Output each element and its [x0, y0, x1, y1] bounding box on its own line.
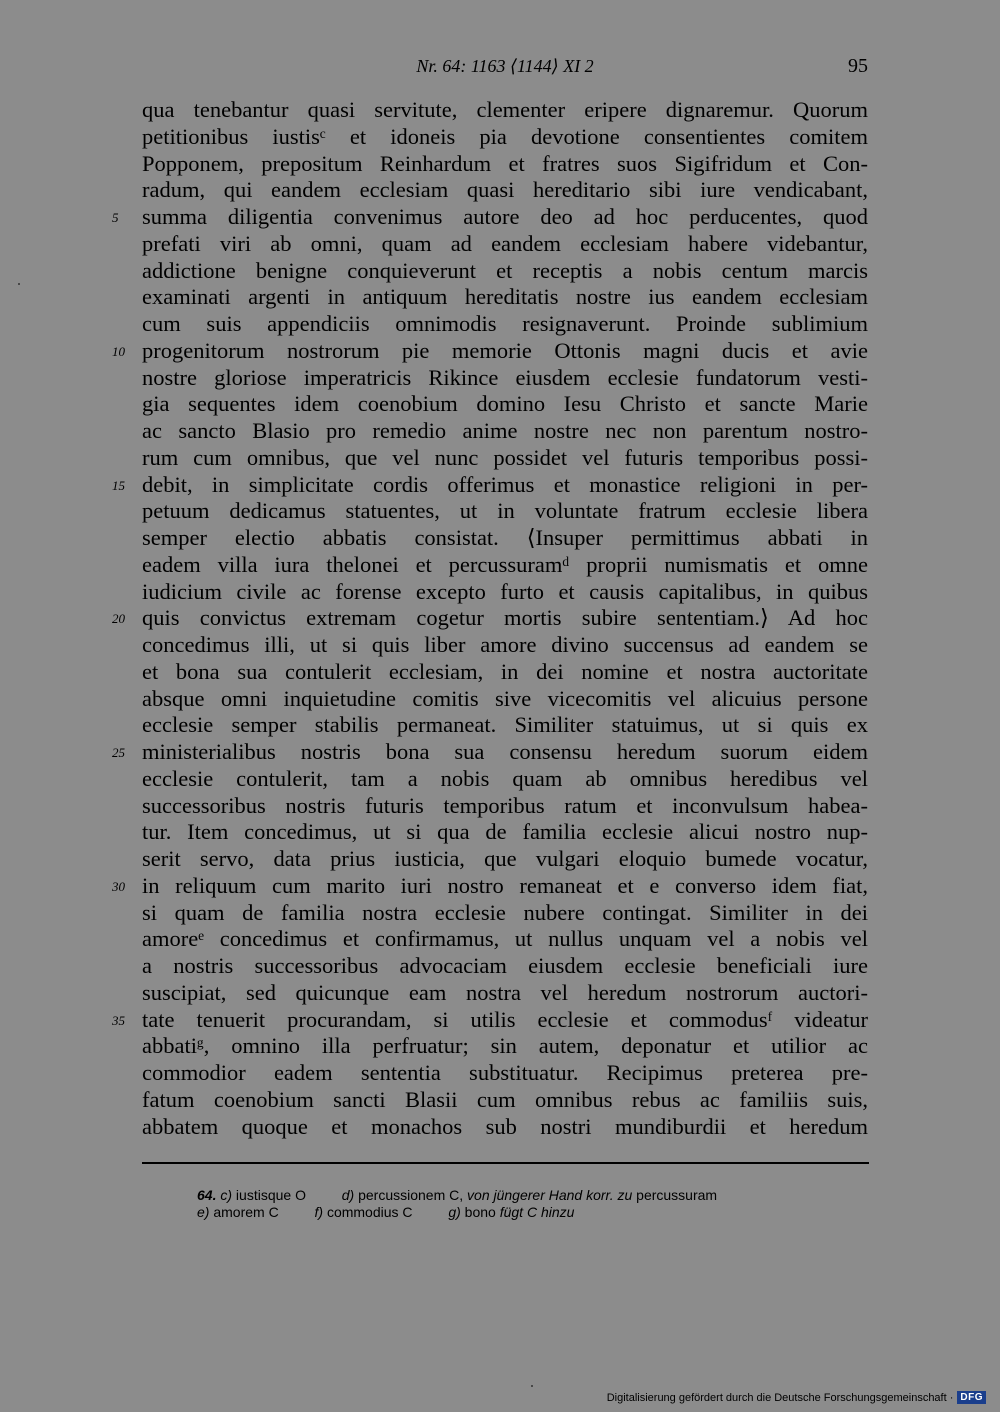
footnote-d	[342, 1187, 717, 1204]
line-text: debit, in simplicitate cordis offerimus et monastice religioni in per-	[142, 471, 868, 497]
footnote-mark: c)	[220, 1187, 233, 1203]
footnote-text: commodius C	[326, 1204, 413, 1220]
text-line	[142, 151, 868, 178]
text-line	[142, 980, 868, 1007]
footnote-line	[197, 1187, 869, 1204]
line-text: rum cum omnibus, que vel nunc possidet vel futuris temporibus possi-	[142, 444, 868, 470]
text-line	[142, 1033, 868, 1060]
line-text: successoribus nostris futuris temporibus ratum et inconvulsum habea-	[142, 792, 868, 818]
line-text: ac sancto Blasio pro remedio anime nostre nec non parentum nostro-	[142, 418, 868, 443]
text-line	[142, 793, 868, 820]
footnote-text: amorem C	[213, 1204, 279, 1220]
text-line	[142, 365, 868, 392]
text-line	[142, 552, 868, 579]
text-line	[142, 686, 868, 713]
text-line	[142, 846, 868, 873]
footnote-c	[220, 1187, 306, 1204]
footnote-note: fügt C hinzu	[499, 1204, 575, 1220]
page-header	[142, 52, 868, 82]
footnote-mark: f)	[314, 1204, 324, 1220]
text-line	[142, 926, 868, 953]
text-line	[142, 445, 868, 472]
line-number: 30	[112, 878, 125, 894]
line-text: gia sequentes idem coenobium domino Iesu Christo et sancte Marie	[142, 391, 868, 417]
line-text: a nostris successoribus advocaciam eiusdem ecclesie beneficiali iure	[142, 953, 868, 978]
line-text: qua tenebantur quasi servitute, clementer eripere dignaremur. Quorum	[142, 97, 868, 122]
text-line	[142, 97, 868, 124]
line-text: addictione benigne conquieverunt et receptis a nobis centum marcis	[142, 257, 868, 283]
text-line	[112, 471, 868, 499]
line-text: amoreᵉ concedimus et confirmamus, ut nullus unquam vel a nobis vel	[142, 926, 868, 952]
text-line	[142, 953, 868, 980]
edition-text	[112, 97, 868, 1140]
line-text: tate tenuerit procurandam, si utilis ecclesie et commodusᶠ videatur	[142, 1006, 868, 1032]
footnote-doc-number: 64.	[197, 1187, 217, 1203]
text-line	[142, 418, 868, 445]
footnote-mark: g)	[448, 1204, 461, 1220]
running-head: Nr. 64: 1163 ⟨1144⟩ XI 2	[416, 56, 594, 76]
text-line	[142, 231, 868, 258]
line-text: summa diligentia convenimus autore deo ad hoc perducentes, quod	[142, 204, 868, 229]
line-text: ecclesie contulerit, tam a nobis quam ab omnibus heredibus vel	[142, 765, 868, 791]
line-number: 25	[112, 745, 125, 760]
text-line	[142, 1060, 868, 1087]
text-line	[142, 579, 868, 606]
line-text: absque omni inquietudine comitis sive vicecomitis vel alicuius persone	[142, 685, 868, 711]
footnote-f	[314, 1204, 412, 1221]
line-text: progenitorum nostrorum pie memorie Ottonis magni ducis et avie	[142, 337, 868, 363]
text-line	[142, 525, 868, 552]
text-line	[112, 605, 868, 632]
line-text: radum, qui eandem ecclesiam quasi hereditario sibi iure vendicabant,	[142, 177, 868, 203]
line-text: eadem villa iura thelonei et percussuramᵈ proprii numismatis et omne	[142, 551, 868, 577]
footnote-mark: d)	[341, 1187, 355, 1203]
line-text: examinati argenti in antiquum hereditatis nostre ius eandem ecclesiam	[142, 284, 868, 310]
scan-speck	[531, 1385, 533, 1387]
line-text: fatum coenobium sancti Blasii cum omnibus rebus ac familiis suis,	[142, 1086, 868, 1112]
line-text: serit servo, data prius iusticia, que vulgari eloquio bumede vocatur,	[142, 846, 868, 871]
text-line	[112, 1006, 868, 1034]
line-text: in reliquum cum marito iuri nostro remaneat et e converso idem fiat,	[142, 872, 868, 898]
text-line	[142, 311, 868, 338]
text-line	[142, 124, 868, 151]
line-text: suscipiat, sed quicunque eam nostra vel heredum nostrorum auctori-	[142, 979, 868, 1005]
line-text: cum suis appendiciis omnimodis resignaverunt. Proinde sublimium	[142, 311, 868, 336]
text-line	[112, 204, 868, 231]
text-line	[142, 900, 868, 927]
footnote-g	[448, 1204, 574, 1221]
line-text: et bona sua contulerit ecclesiam, in dei nomine et nostra auctoritate	[142, 658, 868, 684]
text-line	[142, 177, 868, 204]
line-number: 20	[112, 611, 125, 627]
text-line	[112, 872, 868, 900]
text-line	[142, 498, 868, 525]
footnote-mark: e)	[197, 1204, 210, 1220]
text-line	[142, 258, 868, 285]
footnote-text: bono	[464, 1204, 496, 1220]
line-text: prefati viri ab omni, quam ad eandem ecclesiam habere videbantur,	[142, 230, 868, 256]
line-text: abbatiᵍ, omnino illa perfruatur; sin autem, deponatur et utilior ac	[142, 1033, 868, 1059]
line-text: tur. Item concedimus, ut si qua de familia ecclesie alicui nostro nup-	[142, 819, 868, 845]
text-line	[142, 712, 868, 739]
footnote-e	[197, 1204, 279, 1221]
line-text: si quam de familia nostra ecclesie nubere contingat. Similiter in dei	[142, 899, 868, 925]
footnote-text: iustisque O	[235, 1187, 306, 1203]
line-number: 15	[112, 477, 125, 493]
line-text: Popponem, prepositum Reinhardum et fratres suos Sigifridum et Con-	[142, 150, 868, 176]
text-line	[142, 659, 868, 686]
line-text: petitionibus iustisᶜ et idoneis pia devotione consentientes comitem	[142, 123, 868, 149]
line-text: ecclesie semper stabilis permaneat. Similiter statuimus, ut si quis ex	[142, 712, 868, 738]
footnotes	[197, 1187, 869, 1221]
line-text: commodior eadem sententia substituatur. Recipimus preterea pre-	[142, 1060, 868, 1085]
footnote-line	[197, 1204, 869, 1221]
footnote-divider	[142, 1162, 869, 1164]
line-text: iudicium civile ac forense excepto furto et causis capitalibus, in quibus	[142, 578, 868, 604]
text-line	[142, 391, 868, 418]
text-line	[142, 819, 868, 846]
text-line	[142, 632, 868, 659]
line-text: semper electio abbatis consistat. ⟨Insuper permittimus abbati in	[142, 525, 868, 550]
footnote-text: percussionem C,	[358, 1187, 464, 1203]
line-text: petuum dedicamus statuentes, ut in voluntate fratrum ecclesie libera	[142, 498, 868, 524]
text-line	[142, 284, 868, 311]
line-text: nostre gloriose imperatricis Rikince eiusdem ecclesie fundatorum vesti-	[142, 364, 868, 390]
footnote-text: percussuram	[636, 1187, 718, 1203]
dfg-logo: DFG	[957, 1391, 986, 1404]
text-line	[142, 1114, 868, 1141]
line-number: 35	[112, 1012, 125, 1028]
text-line	[142, 766, 868, 793]
text-line	[112, 337, 868, 365]
line-text: concedimus illi, ut si quis liber amore divino succensus ad eandem se	[142, 632, 868, 657]
line-text: ministerialibus nostris bona sua consensu heredum suorum eidem	[142, 739, 868, 764]
line-number: 5	[112, 210, 119, 225]
footnote-note: von jüngerer Hand korr. zu	[467, 1187, 633, 1203]
scan-speck	[18, 283, 20, 285]
credit-text: Digitalisierung gefördert durch die Deutsche Forschungsgemeinschaft ·	[606, 1391, 954, 1404]
text-line	[112, 739, 868, 766]
line-text: abbatem quoque et monachos sub nostri mundiburdii et heredum	[142, 1113, 868, 1139]
line-number: 10	[112, 343, 125, 359]
text-line	[142, 1087, 868, 1114]
line-text: quis convictus extremam cogetur mortis subire sententiam.⟩ Ad hoc	[142, 605, 868, 631]
page-number: 95	[848, 55, 868, 77]
digitization-credit	[607, 1391, 986, 1404]
